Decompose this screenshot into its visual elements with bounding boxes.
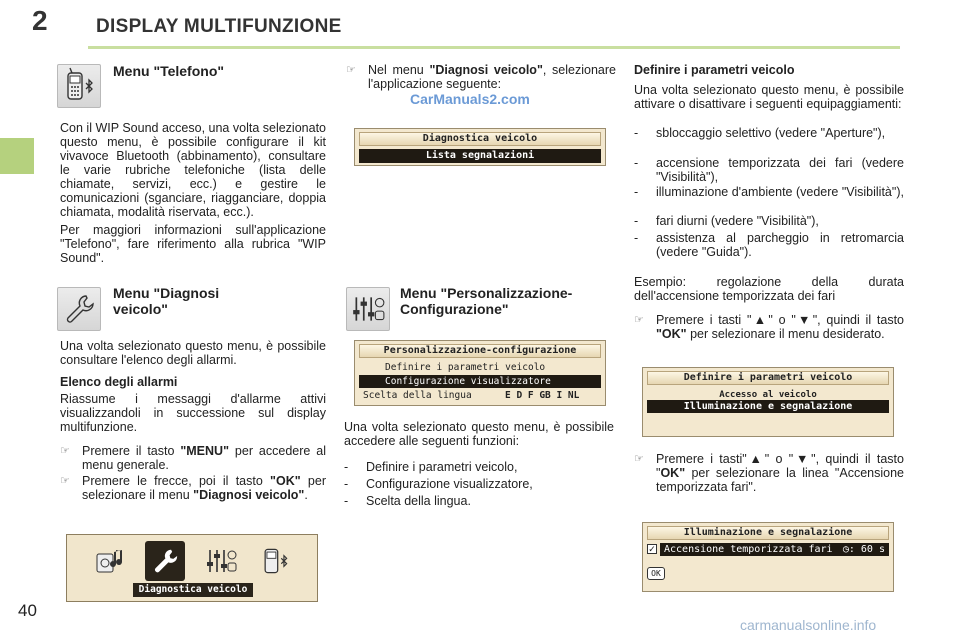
- chapter-title: DISPLAY MULTIFUNZIONE: [96, 16, 342, 37]
- screen-selected-row: Lista segnalazioni: [359, 149, 601, 163]
- screen-menu-item: Definire i parametri veicolo: [385, 362, 546, 373]
- screen-title: Definire i parametri veicolo: [647, 371, 889, 385]
- screen-menu-item-selected: Configurazione visualizzatore: [359, 375, 601, 388]
- equipment-item: - accensione temporizzata dei fari (vedere "Visibilità"),: [634, 156, 904, 184]
- screen-title: Illuminazione e segnalazione: [647, 526, 889, 540]
- screen-selected-row: Illuminazione e segnalazione: [647, 400, 889, 413]
- settings-sliders-icon: [201, 541, 241, 581]
- function-item: - Configurazione visualizzatore,: [344, 477, 533, 491]
- hand-pointer-icon: ☞: [634, 453, 644, 465]
- header-rule: [88, 46, 900, 49]
- watermark: CarManuals2.com: [410, 91, 530, 107]
- screen-definire-parametri: [642, 367, 894, 437]
- diagnostics-wrench-icon: [145, 541, 185, 581]
- elenco-allarmi-body: Riassume i messaggi d'allarme attivi visualizzandoli in successione sul display multifunzione.: [60, 392, 326, 434]
- definire-parametri-heading: Definire i parametri veicolo: [634, 63, 795, 77]
- chapter-side-tab: [0, 138, 34, 174]
- personalizzazione-intro: Una volta selezionato questo menu, è possibile accedere alle seguenti funzioni:: [344, 420, 614, 448]
- screen-selected-row: Accensione temporizzata fari ◷: 60 s: [660, 543, 889, 556]
- screen-personalizzazione: [354, 340, 606, 406]
- personalizzazione-heading-line1: Menu "Personalizzazione-: [400, 285, 573, 301]
- diagnosi-heading-line1: Menu "Diagnosi: [113, 285, 220, 301]
- hand-pointer-icon: ☞: [346, 64, 356, 76]
- footer-watermark: carmanualsonline.info: [740, 617, 877, 633]
- settings-sliders-icon: [346, 287, 390, 331]
- equipment-item: - assistenza al parcheggio in retromarcia (vedere "Guida").: [634, 231, 904, 259]
- screen-illuminazione: [642, 522, 894, 592]
- diagnosi-step-2: ☞ Premere le frecce, poi il tasto "OK" per selezionare il menu "Diagnosi veicolo".: [60, 474, 326, 502]
- equipment-item: - fari diurni (vedere "Visibilità"),: [634, 214, 819, 228]
- screen-title: Diagnostica veicolo: [359, 132, 601, 146]
- hand-pointer-icon: ☞: [60, 445, 70, 457]
- wrench-icon: [57, 287, 101, 331]
- screen-diagnostica-veicolo: [354, 128, 606, 166]
- media-music-icon: [91, 541, 131, 581]
- definire-intro: Una volta selezionato questo menu, è possibile attivare o disattivare i seguenti equipaggiamenti:: [634, 83, 904, 111]
- language-codes: E D F GB I NL: [505, 390, 580, 401]
- hand-pointer-icon: ☞: [634, 314, 644, 326]
- equipment-item: - sbloccaggio selettivo (vedere "Aperture"),: [634, 126, 886, 140]
- diagnosi-menu-step: ☞ Nel menu "Diagnosi veicolo", selezionare l'applicazione seguente:: [346, 63, 616, 91]
- screen-title: Personalizzazione-configurazione: [359, 344, 601, 358]
- main-menu-screen: [66, 534, 318, 602]
- screen-subtitle: Accesso al veicolo: [719, 390, 817, 400]
- function-item: - Scelta della lingua.: [344, 494, 471, 508]
- telephone-icon: [255, 541, 295, 581]
- definire-step-1: ☞ Premere i tasti "▲" o "▼", quindi il tasto "OK" per selezionare il menu desiderato.: [634, 313, 904, 341]
- checkbox-checked-icon: ✓: [648, 544, 656, 554]
- personalizzazione-heading-line2: Configurazione": [400, 301, 509, 317]
- telefono-paragraph-2: Per maggiori informazioni sull'applicazione "Telefono", fare riferimento alla rubrica "WIP Sound".: [60, 223, 326, 265]
- chapter-number: 2: [32, 5, 48, 36]
- telefono-heading: Menu "Telefono": [113, 63, 225, 79]
- clock-icon: ◷: [842, 544, 849, 555]
- page-number: 40: [18, 601, 37, 620]
- diagnosi-intro: Una volta selezionato questo menu, è possibile consultare l'elenco degli allarmi.: [60, 339, 326, 367]
- ok-button: OK: [647, 567, 665, 580]
- telefono-paragraph-1: Con il WIP Sound acceso, una volta selezionato questo menu, è possibile configurare il kit vivavoce Bluetooth (abbinamento), consultare le varie rubriche telefoniche (lista delle chiamate, servizi, ecc.) e gestire le comunicazioni (sganciare, riagganciare, doppia chiamata, modalità riservata, ecc.).: [60, 121, 326, 219]
- function-item: - Definire i parametri veicolo,: [344, 460, 518, 474]
- definire-step-2: ☞ Premere i tasti"▲" o "▼", quindi il tasto "OK" per selezionare la linea "Accensione temporizzata fari".: [634, 452, 904, 494]
- elenco-allarmi-subheading: Elenco degli allarmi: [60, 375, 178, 389]
- example-text: Esempio: regolazione della durata dell'accensione temporizzata dei fari: [634, 275, 904, 303]
- hand-pointer-icon: ☞: [60, 475, 70, 487]
- diagnosi-heading-line2: veicolo": [113, 301, 168, 317]
- screen-menu-item: Scelta della lingua: [363, 390, 472, 401]
- equipment-item: - illuminazione d'ambiente (vedere "Visibilità"),: [634, 185, 904, 199]
- diagnosi-step-1: ☞ Premere il tasto "MENU" per accedere al menu generale.: [60, 444, 326, 472]
- menu-selected-label: Diagnostica veicolo: [133, 583, 253, 597]
- phone-bluetooth-icon: [57, 64, 101, 108]
